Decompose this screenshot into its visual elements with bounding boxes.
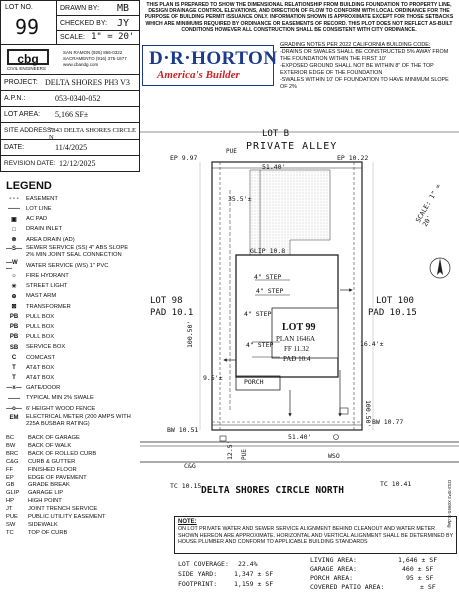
lot-area-value: 5,166 SF± (55, 110, 89, 119)
street-name: DELTA SHORES CIRCLE NORTH (201, 485, 344, 496)
legend-label: TYPICAL MIN 2% SWALE (26, 395, 94, 402)
legend-label: PULL BOX (26, 323, 55, 330)
legend-symbol-icon: □ (12, 226, 16, 233)
side-dim-right: 100.50' (364, 400, 372, 428)
abbreviation-value: GARAGE LIP (28, 490, 64, 497)
abbreviation-value: FINISHED FLOOR (28, 466, 77, 473)
grading-note-2: -EXPOSED GROUND SHALL NOT BE WITHIN 8" OF THE TOP EXTERIOR EDGE OF THE FOUNDATION (280, 63, 434, 76)
stat-lot-coverage-label: LOT COVERAGE: (178, 560, 229, 568)
legend-label: AREA DRAIN (AD) (26, 236, 75, 243)
bottom-width: 51.40' (288, 433, 312, 441)
pue-top: PUE (226, 148, 237, 155)
bw-right: BW 10.77 (372, 418, 404, 426)
legend-symbol-icon: —S— (6, 246, 23, 252)
firm-line-2: SACRAMENTO (916) 375-1877 (63, 56, 127, 61)
legend-label: TRANSFORMER (26, 303, 71, 310)
abbreviation-key: BRC (6, 450, 19, 457)
date-value: 11/4/2025 (55, 143, 88, 152)
abbreviation-value: JOINT TRENCH SERVICE (28, 506, 98, 513)
legend-item (6, 271, 136, 281)
legend-symbol-icon: —W— (6, 260, 18, 272)
abbreviation-row (6, 489, 63, 497)
step-4: 4" STEP (246, 341, 274, 349)
scale-note: SCALE: 1" = 20' (414, 182, 443, 228)
abbreviation-key: JT (6, 506, 13, 513)
ep-left: EP 9.97 (170, 154, 198, 162)
lot-no-label: LOT NO. (5, 4, 33, 11)
legend-item (6, 214, 136, 224)
checked-by-row (57, 16, 140, 31)
abbreviation-key: BW (6, 442, 16, 449)
project-row (1, 75, 140, 91)
lot-no-box (1, 1, 57, 45)
lot-b-label: LOT B (262, 129, 290, 139)
disclaimer: THIS PLAN IS PREPARED TO SHOW THE DIMENSIONAL RELATIONSHIP FROM BUILDING FOUNDATION TO PROPERTY LINE, DESIGN DRAINAGE CONTROL ELEVATIONS, AND DIRECTION OF FLOW TO CONFORM WITH LOCAL ORDINANCE FOR THE PURPOSE OF BUILDING PERMIT ISSUANCE ONLY. INFORMATION SHOWN IS APPROXIMATE EXCEPT FOR THOSE SETBACKS WHICH ARE MINIMUMS REQUIRED BY ORDINANCE OR EASEMENTS OF RECORD. THIS PLOT DOES NOT REFLECT AS-BUILT CONDITIONS HOWEVER ALL CONSTRUCTION SHALL BE CONSISTENT WITH CITY ORDINANCE. (144, 2, 454, 33)
legend-symbol-icon: —o— (6, 405, 22, 412)
abbreviation-row (6, 466, 77, 474)
private-alley-label: PRIVATE ALLEY (246, 141, 338, 152)
legend-item (6, 394, 136, 404)
legend-symbol-icon: PB (9, 314, 19, 320)
revision-row (1, 156, 140, 172)
legend-item (6, 204, 136, 214)
abbreviation-value: HIGH POINT (28, 498, 62, 505)
legend-label: ELECTRICAL METER (200 AMPS WITH 225A BUSBAR RATING) (26, 414, 131, 427)
scale-value: 1" = 20' (91, 32, 135, 42)
abbreviation-key: GB (6, 482, 15, 489)
stat-footprint-value: 1,159 ± SF (234, 580, 274, 588)
abbreviation-value: TOP OF CURB (28, 529, 68, 536)
abbreviation-key: PUE (6, 514, 18, 520)
stat-garage-label: GARAGE AREA: (310, 565, 357, 573)
legend-item (6, 363, 136, 373)
legend-item (6, 225, 136, 235)
stat-patio-label: COVERED PATIO AREA: (310, 583, 385, 591)
bw-left: BW 10.51 (167, 426, 199, 434)
site-address-value: 7843 DELTA SHORES CIRCLE N (49, 127, 136, 141)
checked-by-value: JY (117, 18, 130, 29)
abbreviation-value: CURB & GUTTER (28, 458, 76, 465)
grading-notes (277, 41, 457, 91)
legend-item (6, 302, 136, 312)
scale-row (57, 31, 140, 45)
note-box (174, 516, 457, 554)
pad-label: PAD 10.4 (283, 355, 311, 363)
abbreviation-value: PUBLIC UTILITY EASEMENT (28, 514, 106, 520)
wso-label: WSO (328, 452, 340, 460)
side-setback-right: 16.4'± (360, 340, 384, 348)
lot-no-value: 99 (15, 15, 40, 39)
project-value: DELTA SHORES PH3 V3 (45, 78, 130, 87)
legend-label: PULL BOX (26, 334, 55, 341)
abbreviation-key: FF (6, 466, 14, 473)
note-text: ON LOT PRIVATE WATER AND SEWER SERVICE ALIGNMENT BEHIND CLEANOUT AND WATER METER SHOWN HEREON ARE APPROXIMATE. HORIZONTAL AND VERTICAL ALIGNMENT SHALL BE DETERMINED BY HOUSE PLUMBER AND CONFORM TO APPLICABLE BUILDING STANDARDS (178, 526, 454, 546)
step-2: 4" STEP (256, 287, 284, 295)
note-title: NOTE: (178, 519, 197, 525)
legend-label: COMCAST (26, 354, 55, 361)
legend-symbol-icon: ✳ (11, 283, 17, 290)
footer-code: DS3-SP3 X099S-S.dwg (447, 480, 452, 528)
pad-98-label: PAD 10.1 (150, 308, 194, 318)
lot-100-label: LOT 100 (376, 296, 414, 306)
stat-patio-value: ± SF (420, 583, 436, 591)
legend-label: 6' HEIGHT WOOD FENCE (26, 405, 96, 412)
firm-logo: cbg (7, 49, 49, 65)
legend-symbol-icon: ⊕ (11, 294, 17, 301)
pad-100-label: PAD 10.15 (368, 308, 417, 318)
glip-label: GLIP 10.8 (250, 247, 286, 255)
legend-item (6, 281, 136, 291)
revision-label: REVISION DATE: (4, 160, 56, 167)
legend-item (6, 353, 136, 363)
stat-garage-value: 460 ± SF (402, 565, 434, 573)
title-block (0, 0, 140, 172)
abbreviation-row (6, 442, 71, 450)
tc-right: TC 10.41 (380, 480, 412, 488)
abbreviation-key: TC (6, 529, 14, 536)
legend-symbol-icon: C (11, 354, 17, 361)
builder-tagline: America's Builder (157, 69, 240, 81)
legend-label: STREET LIGHT (26, 283, 68, 290)
legend-symbol-icon: ⊠ (11, 304, 17, 311)
abbreviation-value: GRADE BREAK (28, 482, 70, 489)
abbreviation-key: EP (6, 474, 14, 481)
side-dim-left: 100.50' (186, 320, 194, 348)
legend-symbol-icon: PB (9, 334, 19, 341)
legend-label: LOT LINE (26, 205, 52, 212)
apn-value: 053-0340-052 (55, 94, 101, 103)
legend (0, 180, 140, 600)
date-label: DATE: (4, 144, 25, 151)
legend-symbol-icon: T (12, 365, 16, 371)
legend-symbol-icon: - - - (9, 196, 19, 202)
legend-symbol-icon: PB (9, 324, 19, 331)
site-address-row (1, 123, 140, 140)
cg-label: C&G (184, 462, 196, 470)
lot-98-label: LOT 98 (150, 296, 183, 306)
drawn-by-value: MB (117, 3, 130, 14)
pue-bottom: PUE (241, 449, 248, 460)
legend-item (6, 235, 136, 245)
abbreviation-value: SIDEWALK (28, 521, 58, 528)
step-3: 4" STEP (244, 310, 272, 318)
drawn-by-label: DRAWN BY: (60, 5, 100, 12)
legend-symbol-icon: T (12, 375, 16, 382)
stat-porch-value: 95 ± SF (406, 574, 434, 582)
ff-label: FF 11.32 (284, 345, 310, 353)
stat-side-yard-value: 1,347 ± SF (234, 570, 274, 578)
stat-lot-coverage-value: 22.4% (238, 560, 258, 568)
grading-note-1: -DRAINS OR SWALES SHALL BE CONSTRUCTED 5% AWAY FROM THE FOUNDATION WITHIN THE FIRST 10' (280, 49, 449, 62)
project-label: PROJECT: (4, 79, 38, 86)
scale-label: SCALE: (60, 34, 85, 41)
apn-row (1, 91, 140, 107)
legend-label: AC PAD (26, 216, 48, 223)
legend-item (6, 312, 136, 322)
firm-line-3: www.cbandg.com (63, 62, 99, 67)
legend-item (6, 383, 136, 393)
step-1: 4" STEP (254, 273, 282, 281)
abbreviation-row (6, 529, 67, 537)
revision-value: 12/12/2025 (59, 159, 96, 168)
legend-label: DRAIN INLET (26, 226, 63, 233)
abbreviation-row (6, 481, 70, 489)
legend-symbol-icon: SB (9, 344, 19, 351)
grading-notes-title: GRADING NOTES PER 2022 CALIFORNIA BUILDING CODE: (280, 42, 431, 48)
legend-label: AT&T BOX (26, 374, 55, 381)
legend-label: PULL BOX (26, 313, 55, 320)
legend-label: SEWER SERVICE (SS) 4" ABS SLOPE 2% MIN JOINT SEAL CONNECTION (26, 245, 129, 258)
abbreviation-key: HP (6, 498, 15, 505)
legend-item (6, 245, 136, 261)
builder-name: D·R·HORTON (149, 48, 278, 69)
abbreviation-row (6, 474, 87, 482)
abbreviation-value: BACK OF ROLLED CURB (28, 450, 97, 457)
legend-item (6, 404, 136, 414)
plan-name-label: PLAN 1646A (276, 335, 316, 343)
legend-label: WATER SERVICE (WS) 1" PVC (26, 262, 109, 269)
abbreviation-value: EDGE OF PAVEMENT (28, 474, 87, 481)
legend-label: EASEMENT (26, 195, 58, 202)
abbreviation-row (6, 505, 97, 513)
checked-by-label: CHECKED BY: (60, 20, 108, 27)
grading-note-3: -SWALES WITHIN 10' OF FOUNDATION TO HAVE MINIMUM SLOPE OF 2% (280, 77, 449, 90)
legend-item (6, 292, 136, 302)
abbreviation-row (6, 497, 62, 505)
legend-label: GATE/DOOR (26, 385, 61, 392)
legend-item (6, 322, 136, 332)
legend-item (6, 414, 136, 430)
abbreviation-value: BACK OF GARAGE (28, 435, 80, 441)
side-setback-left: 9.5'± (203, 374, 223, 382)
legend-symbol-icon: —x— (6, 385, 22, 392)
stat-porch-label: PORCH AREA: (310, 574, 354, 582)
legend-label: SERVICE BOX (26, 344, 66, 351)
legend-label: AT&T BOX (26, 364, 55, 371)
legend-item (6, 261, 136, 271)
abbreviation-row (6, 513, 106, 521)
legend-item (6, 373, 136, 383)
tc-left: TC 10.15 (170, 482, 202, 490)
legend-item (6, 194, 136, 204)
abbreviation-value: BACK OF WALK (28, 442, 72, 449)
drawn-by-row (57, 1, 140, 16)
legend-symbol-icon: —— (8, 395, 20, 402)
ep-right: EP 10.22 (337, 154, 369, 162)
abbreviation-key: C&G (6, 458, 19, 465)
legend-symbol-icon: ▣ (11, 216, 17, 223)
legend-symbol-icon: EM (9, 415, 19, 421)
porch-label: PORCH (244, 378, 264, 386)
abbreviation-row (6, 521, 58, 529)
legend-symbol-icon: —— (8, 206, 20, 213)
legend-label: MAST ARM (26, 293, 57, 300)
abbreviation-key: BC (6, 435, 15, 441)
abbreviation-key: SW (6, 521, 16, 528)
lot-area-label: LOT AREA: (4, 111, 41, 118)
firm-row (1, 45, 140, 75)
abbreviation-row (6, 458, 75, 466)
date-row (1, 140, 140, 156)
abbreviation-row (6, 434, 80, 442)
stat-living-label: LIVING AREA: (310, 556, 357, 564)
stat-living-value: 1,646 ± SF (398, 556, 438, 564)
site-address-label: SITE ADDRESS: (4, 127, 54, 134)
legend-item (6, 332, 136, 342)
top-width: 51.40' (262, 163, 286, 171)
apn-label: A.P.N.: (4, 95, 26, 102)
front-setback: 12.5' (226, 440, 234, 460)
stat-footprint-label: FOOTPRINT: (178, 580, 218, 588)
firm-sub: CIVIL ENGINEERS (7, 66, 46, 71)
legend-symbol-icon: ☼ (11, 273, 17, 280)
setback-rear: 35.5'± (228, 195, 252, 203)
stat-side-yard-label: SIDE YARD: (178, 570, 218, 578)
legend-label: FIRE HYDRANT (26, 272, 69, 279)
legend-symbol-icon: ⊗ (11, 237, 17, 244)
legend-item (6, 343, 136, 353)
builder-logo (142, 45, 278, 86)
abbreviation-row (6, 450, 96, 458)
legend-title: LEGEND (6, 180, 52, 192)
lot-area-row (1, 107, 140, 123)
firm-line-1: SAN RAMON (925) 866-0322 (63, 50, 123, 55)
lot-99-label: LOT 99 (282, 322, 316, 333)
abbreviation-key: GLIP (6, 490, 20, 497)
